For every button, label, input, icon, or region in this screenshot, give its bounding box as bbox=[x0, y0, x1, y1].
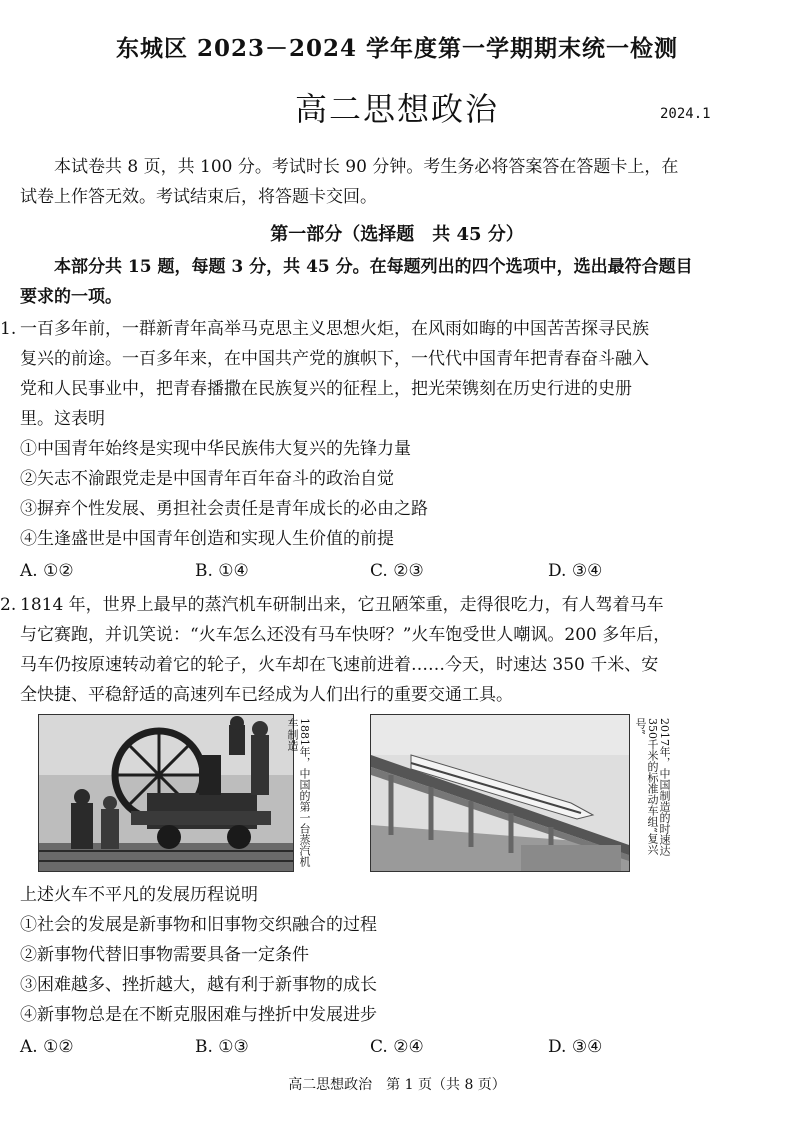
steam-locomotive-photo bbox=[38, 714, 294, 872]
subject-title: 高二思想政治 bbox=[294, 90, 499, 128]
question-text-line: 里。这表明 bbox=[20, 409, 105, 429]
high-speed-train-photo bbox=[370, 714, 630, 872]
q2-stem: 上述火车不平凡的发展历程说明 bbox=[20, 885, 258, 905]
section-intro-line-2: 要求的一项。 bbox=[20, 287, 122, 307]
high-speed-train-caption: 2017年，中国制造的时速达350千米的标准动车组“复兴号” bbox=[634, 718, 671, 856]
section-intro-line-1: 本部分共 15 题，每题 3 分，共 45 分。在每题列出的四个选项中，选出最符合题目 bbox=[54, 257, 693, 277]
q2-statement-3: ③困难越多、挫折越大，越有利于新事物的成长 bbox=[20, 975, 377, 995]
question-text-line: 复兴的前途。一百多年来，在中国共产党的旗帜下，一代代中国青年把青春奋斗融入 bbox=[20, 349, 649, 369]
section-intro bbox=[20, 252, 720, 312]
question-number: 1. bbox=[0, 319, 17, 339]
steam-locomotive-illustration bbox=[39, 715, 293, 871]
instructions bbox=[20, 152, 720, 212]
section-heading: 第一部分（选择题 共 45 分） bbox=[270, 224, 524, 245]
q1-statement-2: ②矢志不渝跟党走是中国青年百年奋斗的政治自觉 bbox=[20, 469, 394, 489]
option-c[interactable]: C. ②③ bbox=[370, 561, 424, 581]
question-number: 2. bbox=[0, 595, 17, 615]
high-speed-train-illustration bbox=[371, 715, 629, 871]
q1-statement-3: ③摒弃个性发展、勇担社会责任是青年成长的必由之路 bbox=[20, 499, 428, 519]
option-a[interactable]: A. ①② bbox=[20, 1037, 74, 1057]
question-2 bbox=[0, 590, 740, 710]
q1-statement-1: ①中国青年始终是实现中华民族伟大复兴的先锋力量 bbox=[20, 439, 411, 459]
q1-statement-4: ④生逢盛世是中国青年创造和实现人生价值的前提 bbox=[20, 529, 394, 549]
option-b[interactable]: B. ①④ bbox=[195, 561, 249, 581]
option-a[interactable]: A. ①② bbox=[20, 561, 74, 581]
q1-options bbox=[20, 556, 720, 586]
exam-date: 2024.1 bbox=[660, 106, 711, 122]
question-text-line: 马车仍按原速转动着它的轮子，火车却在飞速前进着……今天，时速达 350 千米、安 bbox=[20, 655, 659, 675]
q2-statement-4: ④新事物总是在不断克服困难与挫折中发展进步 bbox=[20, 1005, 377, 1025]
option-d[interactable]: D. ③④ bbox=[548, 1037, 603, 1057]
question-text-line: 一百多年前，一群新青年高举马克思主义思想火炬，在风雨如晦的中国苦苦探寻民族 bbox=[20, 319, 649, 339]
option-d[interactable]: D. ③④ bbox=[548, 561, 603, 581]
question-text-line: 1814 年，世界上最早的蒸汽机车研制出来，它丑陋笨重，走得很吃力，有人驾着马车 bbox=[20, 595, 664, 615]
exam-title: 东城区 2023－2024 学年度第一学期期末统一检测 bbox=[115, 35, 679, 62]
question-text-line: 与它赛跑，并讥笑说：“火车怎么还没有马车快呀？”火车饱受世人嘲讽。200 多年后， bbox=[20, 625, 671, 645]
steam-locomotive-caption: 1881年，中国的第一台蒸汽机车制造 bbox=[286, 718, 311, 867]
option-b[interactable]: B. ①③ bbox=[195, 1037, 249, 1057]
q2-statement-2: ②新事物代替旧事物需要具备一定条件 bbox=[20, 945, 309, 965]
question-text-line: 党和人民事业中，把青春播撒在民族复兴的征程上，把光荣镌刻在历史行进的史册 bbox=[20, 379, 632, 399]
instructions-line-2: 试卷上作答无效。考试结束后，将答题卡交回。 bbox=[20, 187, 377, 207]
option-c[interactable]: C. ②④ bbox=[370, 1037, 424, 1057]
question-text-line: 全快捷、平稳舒适的高速列车已经成为人们出行的重要交通工具。 bbox=[20, 685, 513, 705]
instructions-line-1: 本试卷共 8 页，共 100 分。考试时长 90 分钟。考生务必将答案答在答题卡上，在 bbox=[54, 157, 679, 177]
q2-options bbox=[20, 1032, 720, 1062]
q2-statement-1: ①社会的发展是新事物和旧事物交织融合的过程 bbox=[20, 915, 377, 935]
question-1 bbox=[0, 314, 740, 434]
page-footer: 高二思想政治 第 1 页（共 8 页） bbox=[288, 1077, 506, 1093]
